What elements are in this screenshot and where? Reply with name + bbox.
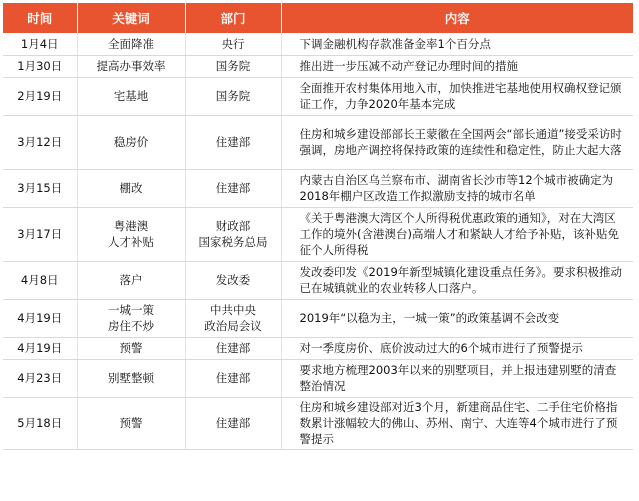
cell-keyword: 粤港澳 人才补贴 xyxy=(77,207,185,261)
cell-dept: 住建部 xyxy=(185,359,281,397)
table-row xyxy=(3,169,633,207)
cell-content: 对一季度房价、底价波动过大的6个城市进行了预警提示 xyxy=(281,337,633,359)
cell-dept: 中共中央 政治局会议 xyxy=(185,299,281,337)
cell-content: 住房和城乡建设部对近3个月，新建商品住宅、二手住宅价格指数累计涨幅较大的佛山、苏州、南宁、大连等4个城市进行了预警提示 xyxy=(281,397,633,449)
cell-dept: 国务院 xyxy=(185,77,281,115)
cell-content: 内蒙古自治区乌兰察布市、湖南省长沙市等12个城市被确定为2018年棚户区改造工作拟激励支持的城市名单 xyxy=(281,169,633,207)
header-content: 内容 xyxy=(281,3,633,33)
table-row xyxy=(3,33,633,55)
header-keyword: 关键词 xyxy=(77,3,185,33)
cell-keyword: 一城一策 房住不炒 xyxy=(77,299,185,337)
cell-date: 3月12日 xyxy=(3,115,77,169)
table-row xyxy=(3,337,633,359)
header-date: 时间 xyxy=(3,3,77,33)
cell-keyword: 别墅整顿 xyxy=(77,359,185,397)
cell-content: 住房和城乡建设部部长王蒙徽在全国两会“部长通道”接受采访时强调，房地产调控将保持政策的连续性和稳定性，防止大起大落 xyxy=(281,115,633,169)
cell-date: 1月30日 xyxy=(3,55,77,77)
policy-table xyxy=(3,3,633,450)
table-row xyxy=(3,261,633,299)
cell-date: 4月19日 xyxy=(3,299,77,337)
cell-content: 发改委印发《2019年新型城镇化建设重点任务》。要求积极推动已在城镇就业的农业转移人口落户。 xyxy=(281,261,633,299)
table-body xyxy=(3,33,633,449)
cell-date: 4月19日 xyxy=(3,337,77,359)
cell-keyword: 提高办事效率 xyxy=(77,55,185,77)
cell-keyword: 预警 xyxy=(77,337,185,359)
cell-keyword: 全面降准 xyxy=(77,33,185,55)
cell-dept: 住建部 xyxy=(185,115,281,169)
table-header-row xyxy=(3,3,633,33)
cell-keyword: 稳房价 xyxy=(77,115,185,169)
cell-dept: 央行 xyxy=(185,33,281,55)
cell-date: 1月4日 xyxy=(3,33,77,55)
cell-dept: 国务院 xyxy=(185,55,281,77)
table-row xyxy=(3,115,633,169)
cell-date: 2月19日 xyxy=(3,77,77,115)
table-row xyxy=(3,77,633,115)
cell-date: 4月8日 xyxy=(3,261,77,299)
cell-date: 4月23日 xyxy=(3,359,77,397)
table-row xyxy=(3,207,633,261)
cell-content: 2019年“以稳为主，一城一策”的政策基调不会改变 xyxy=(281,299,633,337)
header-dept: 部门 xyxy=(185,3,281,33)
cell-keyword: 棚改 xyxy=(77,169,185,207)
cell-dept: 住建部 xyxy=(185,169,281,207)
cell-date: 3月17日 xyxy=(3,207,77,261)
cell-keyword: 落户 xyxy=(77,261,185,299)
cell-content: 下调金融机构存款准备金率1个百分点 xyxy=(281,33,633,55)
cell-keyword: 宅基地 xyxy=(77,77,185,115)
cell-dept: 发改委 xyxy=(185,261,281,299)
cell-content: 全面推开农村集体用地入市，加快推进宅基地使用权确权登记颁证工作，力争2020年基本完成 xyxy=(281,77,633,115)
table-row xyxy=(3,397,633,449)
cell-dept: 住建部 xyxy=(185,337,281,359)
cell-content: 推出进一步压减不动产登记办理时间的措施 xyxy=(281,55,633,77)
table-row xyxy=(3,55,633,77)
table-row xyxy=(3,359,633,397)
cell-date: 5月18日 xyxy=(3,397,77,449)
table-row xyxy=(3,299,633,337)
cell-content: 要求地方梳理2003年以来的别墅项目，并上报违建别墅的清查整治情况 xyxy=(281,359,633,397)
cell-date: 3月15日 xyxy=(3,169,77,207)
cell-content: 《关于粤港澳大湾区个人所得税优惠政策的通知》，对在大湾区工作的境外(含港澳台)高端人才和紧缺人才给予补贴，该补贴免征个人所得税 xyxy=(281,207,633,261)
cell-dept: 财政部 国家税务总局 xyxy=(185,207,281,261)
cell-keyword: 预警 xyxy=(77,397,185,449)
cell-dept: 住建部 xyxy=(185,397,281,449)
